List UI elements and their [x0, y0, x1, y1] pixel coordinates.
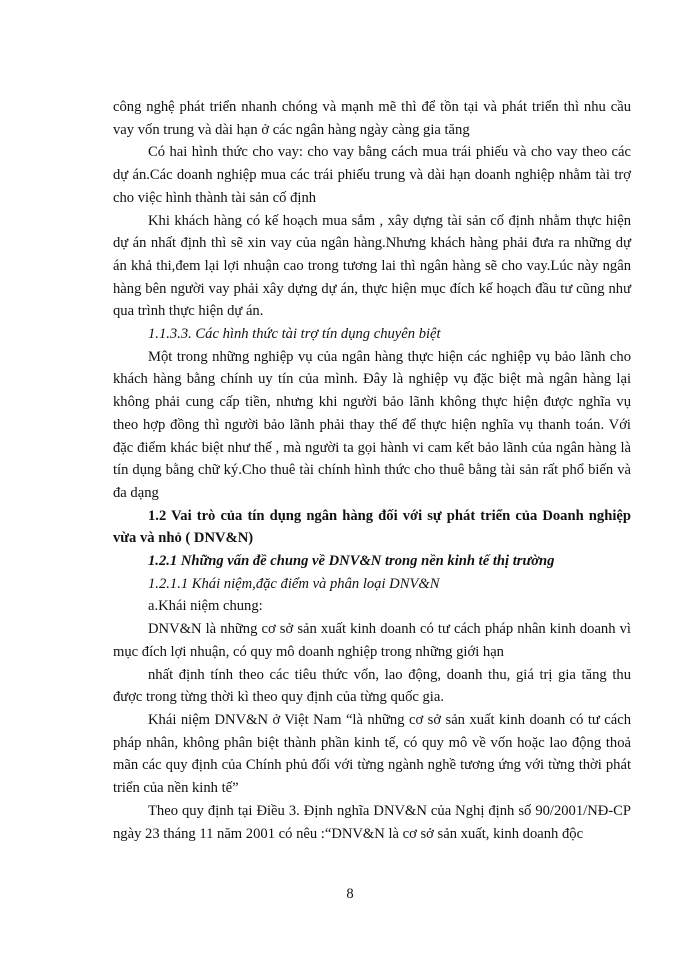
section-heading-1-1-3-3: 1.1.3.3. Các hình thức tài trợ tín dụng chuyên biệt [148, 326, 441, 343]
body-paragraph: Theo quy định tại Điều 3. Định nghĩa DNV&N của Nghị định số 90/2001/NĐ-CP ngày 23 tháng 11 năm 2001 có nêu :“DNV&N là cơ sở sản xuất, kinh doanh độc [113, 802, 631, 842]
body-paragraph: Có hai hình thức cho vay: cho vay bằng cách mua trái phiếu và cho vay theo các dự án.Các doanh nghiệp mua các trái phiếu trung và dài hạn doanh nghiệp nhằm tài trợ cho việc hình thành tài sản cố định [113, 144, 631, 206]
section-heading-1-2-1-1: 1.2.1.1 Khái niệm,đặc điểm và phân loại DNV&N [148, 575, 440, 592]
body-paragraph: Khi khách hàng có kế hoạch mua sắm , xây dựng tài sản cố định nhằm thực hiện dự án nhất định thì sẽ xin vay của ngân hàng.Nhưng khách hàng phải đưa ra những dự án khả thi,đem lại lợi nhuận cao trong tương lai thì ngân hàng sẽ cho vay.Lúc này ngân hàng bên người vay phải xây dựng dự án, thực hiện mục đích kế hoạch đầu tư cũng như qua trình thực hiện dự án. [113, 212, 631, 320]
page-number: 8 [346, 886, 354, 902]
body-paragraph: DNV&N là những cơ sở sản xuất kinh doanh có tư cách pháp nhân kinh doanh vì mục đích lợi nhuận, có quy mô doanh nghiệp trong những giới hạn [113, 621, 631, 660]
body-paragraph: nhất định tính theo các tiêu thức vốn, lao động, doanh thu, giá trị gia tăng thu được trong từng thời kì theo quy định của từng quốc gia. [113, 666, 631, 706]
body-paragraph: Khái niệm DNV&N ở Việt Nam “là những cơ sở sản xuất kinh doanh có tư cách pháp nhân, không phân biệt thành phần kinh tế, có quy mô về vốn hoặc lao động thoả mãn các quy định của Chính phủ đối với từng ngành nghề tương ứng với từng thời phát triển của nền kinh tế” [113, 711, 631, 797]
body-paragraph: Một trong những nghiệp vụ của ngân hàng thực hiện các nghiệp vụ bảo lãnh cho khách hàng bằng chính uy tín của mình. Đây là nghiệp vụ đặc biệt mà ngân hàng lại không phải cung cấp tiền, nhưng khi người bảo lãnh không thực hiện được nghĩa vụ theo hợp đồng thì người bảo lãnh phải thay thế để thực hiện nghĩa vụ thanh toán. Với đặc điểm khác biệt như thế , mà người ta gọi hành vi cam kết bảo lãnh của ngân hàng là tín dụng bằng chữ ký.Cho thuê tài chính hình thức cho thuê bằng tài sản rất phổ biến và đa dạng [113, 348, 631, 501]
document-page [113, 96, 631, 845]
section-heading-1-2-1: 1.2.1 Những vấn đề chung về DNV&N trong nền kinh tế thị trường [148, 553, 555, 570]
body-paragraph: công nghệ phát triển nhanh chóng và mạnh mẽ thì để tồn tại và phát triển thì nhu cầu vay vốn trung và dài hạn ở các ngân hàng ngày càng gia tăng [113, 99, 631, 138]
section-heading-1-2: 1.2 Vai trò của tín dụng ngân hàng đối với sự phát triển của Doanh nghiệp vừa và nhỏ ( DNV&N) [113, 507, 631, 547]
body-paragraph: a.Khái niệm chung: [148, 598, 263, 615]
